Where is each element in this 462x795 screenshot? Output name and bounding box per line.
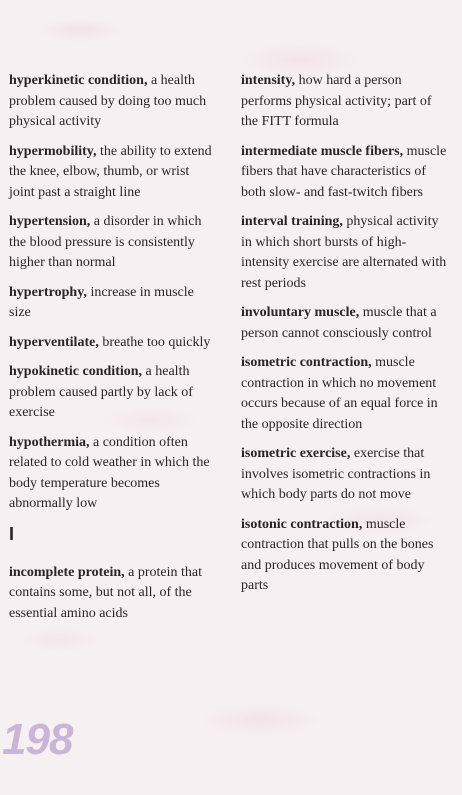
glossary-term: intermediate muscle fibers, [241, 143, 404, 159]
page-number: 198 [2, 715, 73, 764]
glossary-entry [9, 333, 217, 354]
glossary-definition: increase in muscle size [9, 284, 194, 320]
glossary-definition: breathe too quickly [98, 334, 211, 350]
glossary-entry [9, 563, 217, 625]
glossary-definition: a condition often related to cold weather in which the body temperature becomes abnormally low [9, 434, 210, 511]
glossary-entry [241, 353, 449, 435]
glossary-term: intensity, [241, 73, 296, 88]
glossary-entry [241, 303, 449, 344]
glossary-definition: muscle contraction in which no movement occurs because of an equal force in the opposite direction [241, 355, 438, 432]
glossary-term: hyperventilate, [9, 334, 99, 350]
glossary-definition: a health problem caused by doing too much physical activity [9, 73, 207, 129]
glossary-entry [9, 212, 217, 274]
glossary-entry [9, 433, 217, 515]
glossary-definition: physical activity in which short bursts of high-intensity exercise are alternated with rest periods [241, 214, 447, 291]
glossary-definition: muscle contraction that pulls on the bones and produces movement of body parts [241, 516, 434, 593]
glossary-entry [241, 212, 449, 294]
glossary-term: incomplete protein, [9, 564, 125, 580]
section-letter: I [9, 523, 15, 544]
glossary-term: hypermobility, [9, 143, 97, 159]
glossary-term: interval training, [241, 214, 343, 229]
glossary-term: hypothermia, [9, 434, 90, 450]
glossary-term: isometric exercise, [241, 446, 351, 461]
glossary-term: involuntary muscle, [241, 305, 360, 320]
glossary-term: isotonic contraction, [241, 516, 363, 532]
glossary-definition: how hard a person performs physical activity; part of the FITT formula [241, 73, 432, 129]
glossary-term: hyperkinetic condition, [9, 73, 148, 88]
glossary-term: isometric contraction, [241, 355, 372, 370]
glossary-entry [9, 142, 217, 204]
glossary-entry [241, 515, 449, 597]
glossary-definition: exercise that involves isometric contractions in which body parts do not move [241, 446, 431, 502]
glossary-entry [241, 142, 449, 204]
glossary-definition: muscle fibers that have characteristics of both slow- and fast-twitch fibers [241, 143, 447, 200]
glossary-entry [9, 362, 217, 424]
right-column [241, 71, 449, 606]
glossary-term: hypertension, [9, 214, 91, 229]
glossary-entry [241, 71, 449, 133]
glossary-entry [9, 71, 217, 133]
glossary-definition: a protein that contains some, but not all, of the essential amino acids [9, 564, 202, 621]
glossary-entry [241, 444, 449, 506]
glossary-term: hypokinetic condition, [9, 364, 143, 379]
left-column [9, 71, 217, 633]
glossary-definition: a health problem caused partly by lack of exercise [9, 364, 193, 420]
glossary-definition: a disorder in which the blood pressure is consistently higher than normal [9, 214, 202, 270]
glossary-definition: muscle that a person cannot consciously control [241, 305, 437, 341]
glossary-term: hypertrophy, [9, 284, 87, 300]
glossary-entry [9, 283, 217, 324]
glossary-definition: the ability to extend the knee, elbow, thumb, or wrist joint past a straight line [9, 143, 212, 200]
